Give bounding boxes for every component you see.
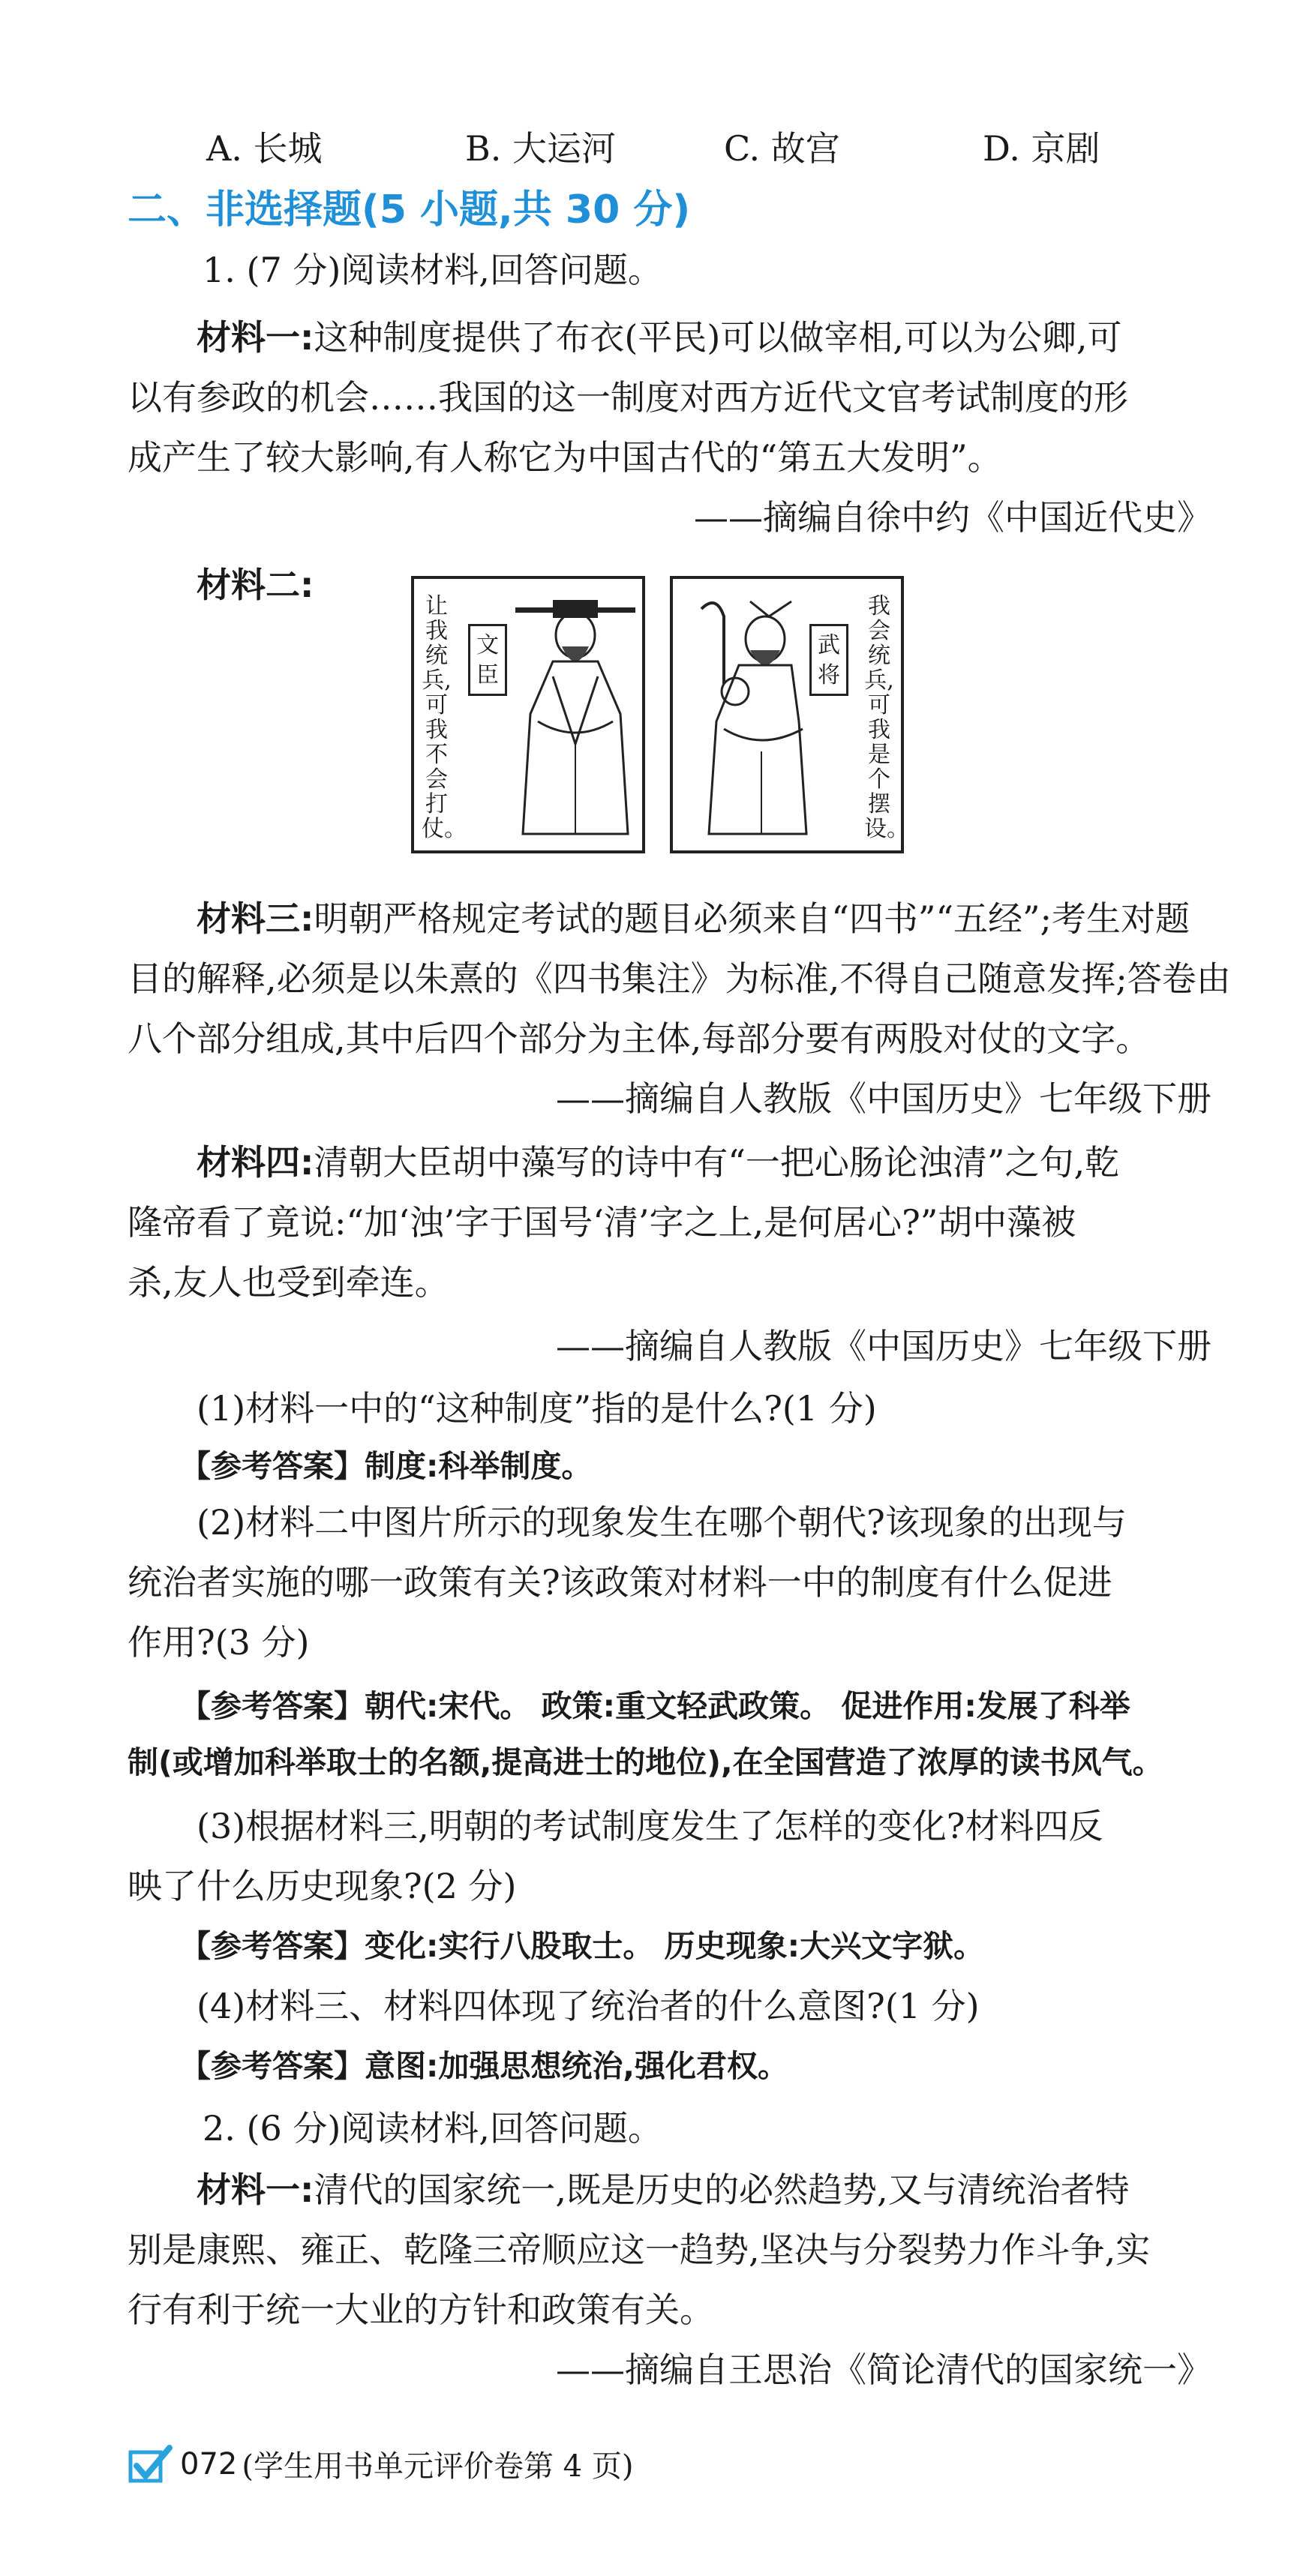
answer-text: 朝代:宋代。 政策:重文轻武政策。 促进作用:发展了科举: [365, 1688, 1130, 1724]
q1-sub2-line1: (2)材料二中图片所示的现象发生在哪个朝代?该现象的出现与: [197, 1502, 1127, 1543]
q1-m1-line3: 成产生了较大影响,有人称它为中国古代的“第五大发明”。: [128, 437, 1002, 478]
q1-m4-line1: [197, 1140, 1119, 1185]
cartoon-panel-military-general: [670, 576, 909, 853]
q2-m1-line1: [197, 2167, 1130, 2212]
answer-text: 制度:科举制度。: [365, 1448, 593, 1484]
q1-stem: 1. (7 分)阅读材料,回答问题。: [203, 250, 662, 290]
material-text: 清朝大臣胡中藻写的诗中有“一把心肠论浊清”之句,乾: [314, 1142, 1120, 1183]
q1-m4-line2: 隆帝看了竟说:“加‘浊’字于国号‘清’字之上,是何居心?”胡中藻被: [128, 1202, 1076, 1243]
cartoon-panel-civil-official: [411, 576, 645, 853]
q1-m4-line3: 杀,友人也受到牵连。: [128, 1262, 449, 1303]
option-d: D. 京剧: [983, 128, 1100, 169]
q1-sub1-answer: [180, 1444, 592, 1489]
material-label: 材料一:: [197, 317, 314, 358]
q1-sub4-question: (4)材料三、材料四体现了统治者的什么意图?(1 分): [197, 1986, 980, 2026]
answer-tag: 【参考答案】: [180, 1928, 365, 1964]
material-label: 材料四:: [197, 1142, 314, 1183]
civil-official-quote: 让我统兵,可我不会打仗。: [422, 593, 467, 842]
answer-tag: 【参考答案】: [180, 1448, 365, 1484]
q1-sub2-answer-line2: [128, 1740, 1163, 1785]
q2-m1-line2: 别是康熙、雍正、乾隆三帝顺应这一趋势,坚决与分裂势力作斗争,实: [128, 2230, 1151, 2270]
q1-sub3-line1: (3)根据材料三,明朝的考试制度发生了怎样的变化?材料四反: [197, 1806, 1103, 1846]
q1-m1-source: ——摘编自徐中约《中国近代史》: [694, 497, 1211, 538]
option-b: B. 大运河: [465, 128, 617, 169]
material-label: 材料三:: [197, 898, 314, 939]
checkmark-icon: [128, 2445, 173, 2484]
page-number: 072: [180, 2446, 238, 2482]
option-a: A. 长城: [206, 128, 323, 169]
answer-text: 意图:加强思想统治,强化君权。: [365, 2048, 788, 2084]
material-text: 明朝严格规定考试的题目必须来自“四书”“五经”;考生对题: [314, 898, 1190, 939]
q1-m2-label: 材料二:: [197, 565, 314, 605]
civil-official-tag: 文臣: [468, 624, 507, 696]
q1-sub1-question: (1)材料一中的“这种制度”指的是什么?(1 分): [197, 1388, 877, 1429]
q1-m3-line3: 八个部分组成,其中后四个部分为主体,每部分要有两股对仗的文字。: [128, 1018, 1151, 1059]
option-c: C. 故宫: [724, 128, 840, 169]
q1-sub2-answer-line1: [180, 1684, 1130, 1729]
q1-m3-line1: [197, 896, 1190, 941]
q1-sub3-line2: 映了什么历史现象?(2 分): [128, 1866, 517, 1906]
answer-text: 制(或增加科举取士的名额,提高进士的地位),在全国营造了浓厚的读书风气。: [128, 1744, 1163, 1780]
footer-text: (学生用书单元评价卷第 4 页): [242, 2449, 634, 2484]
answer-tag: 【参考答案】: [180, 2048, 365, 2084]
civil-official-figure: [508, 594, 643, 849]
material-label: 材料一:: [197, 2170, 314, 2210]
q2-m1-line3: 行有利于统一大业的方针和政策有关。: [128, 2290, 714, 2330]
section-title: 二、非选择题(5 小题,共 30 分): [128, 187, 691, 232]
material-text: 清代的国家统一,既是历史的必然趋势,又与清统治者特: [314, 2170, 1130, 2210]
q1-sub2-line2: 统治者实施的哪一政策有关?该政策对材料一中的制度有什么促进: [128, 1562, 1112, 1603]
page-footer: [128, 2443, 633, 2485]
q1-m1-line2: 以有参政的机会……我国的这一制度对西方近代文官考试制度的形: [128, 377, 1128, 418]
q1-sub3-answer: [180, 1924, 984, 1969]
q1-sub4-answer: [180, 2044, 788, 2089]
military-general-figure: [679, 594, 814, 849]
military-general-quote: 我会统兵,可我是个摆设。: [864, 593, 909, 842]
material-text: 这种制度提供了布衣(平民)可以做宰相,可以为公卿,可: [314, 317, 1122, 358]
military-general-tag: 武将: [809, 624, 848, 696]
q1-sub2-line3: 作用?(3 分): [128, 1622, 310, 1663]
q1-m3-line2: 目的解释,必须是以朱熹的《四书集注》为标准,不得自己随意发挥;答卷由: [128, 958, 1231, 999]
answer-text: 变化:实行八股取士。 历史现象:大兴文字狱。: [365, 1928, 985, 1964]
q2-m1-source: ——摘编自王思治《简论清代的国家统一》: [556, 2350, 1211, 2390]
q1-m4-source: ——摘编自人教版《中国历史》七年级下册: [556, 1326, 1211, 1366]
answer-tag: 【参考答案】: [180, 1688, 365, 1724]
q2-stem: 2. (6 分)阅读材料,回答问题。: [203, 2108, 662, 2149]
q1-m3-source: ——摘编自人教版《中国历史》七年级下册: [556, 1078, 1211, 1119]
q1-m1-line1: [197, 315, 1122, 360]
